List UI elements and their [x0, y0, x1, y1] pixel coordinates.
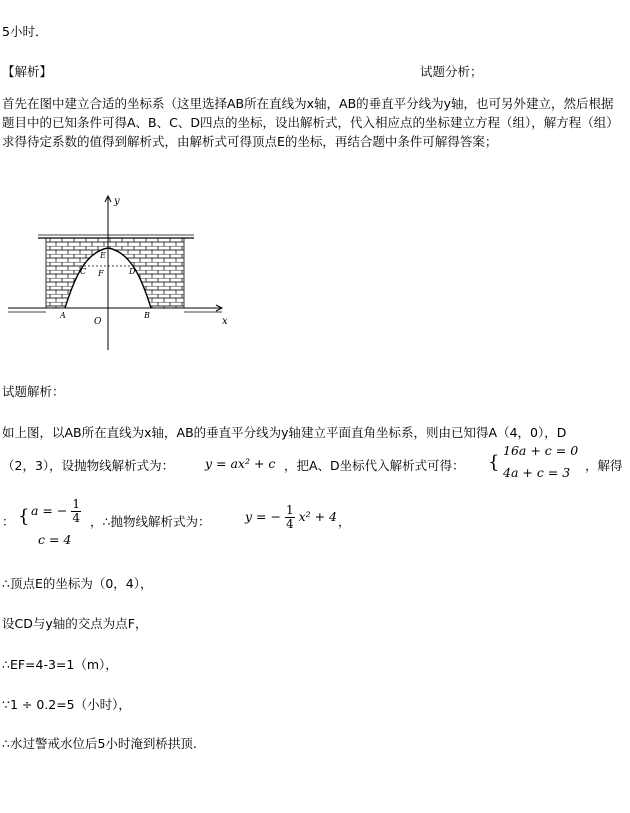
solution-line-2: （2，3），设抛物线解析式为：	[2, 458, 175, 473]
section-header-jiexi: 【解析】	[2, 64, 53, 79]
label-point-b: B	[144, 311, 150, 320]
system-brace-2: {	[18, 506, 30, 527]
solution-line-time: ∵1 ÷ 0.2=5（小时），	[2, 697, 131, 712]
label-x-axis: x	[222, 316, 228, 327]
system-eq-2: 4a + c = 3	[503, 465, 571, 480]
fraction-final-numerator: 1	[285, 503, 294, 517]
label-y-axis: y	[114, 196, 120, 207]
equation-final-lhs: y = −	[245, 509, 281, 524]
label-point-d: D	[129, 267, 136, 276]
solution-line-1: 如上图，以AB所在直线为x轴，AB的垂直平分线为y轴建立平面直角坐标系，则由已知得A（4，0），D	[2, 425, 567, 440]
solution-line-vertex: ∴顶点E的坐标为（0，4），	[2, 576, 153, 591]
label-origin-o: O	[94, 317, 102, 327]
brick-wall	[46, 238, 184, 308]
solution-line-2-solve: ，解得	[585, 458, 623, 473]
text-line-5-hours: 5小时．	[2, 24, 48, 39]
solution-line-2-substitute: ，把A、D坐标代入解析式可得：	[284, 458, 465, 473]
colon-mark: ：	[2, 514, 15, 529]
fraction-final-denominator: 4	[285, 517, 294, 531]
solution-c: c = 4	[38, 532, 72, 547]
solution-a-row	[31, 498, 81, 525]
section-header-analysis: 试题分析；	[420, 64, 483, 79]
label-point-e: E	[100, 251, 106, 260]
analysis-paragraph: 首先在图中建立合适的坐标系（这里选择AB所在直线为x轴，AB的垂直平分线为y轴，也可另外建立，然后根据题目中的已知条件可得A、B、C、D四点的坐标，设出解析式，代入相应点的坐标建立方程（组），解方程（组）求得待定系数的值得到解析式，由解析式可得顶点E的坐标，再结合题中条件可解得答案；	[2, 96, 619, 149]
arch-bridge-figure	[8, 190, 240, 356]
fraction-numerator: 1	[72, 497, 80, 511]
fraction-final	[285, 504, 295, 531]
equation-general-form: y = ax² + c	[205, 456, 276, 471]
solution-line-intersection: 设CD与y轴的交点为点F，	[2, 616, 148, 631]
solution-line-3-end: ，	[338, 514, 351, 529]
system-eq-1: 16a + c = 0	[503, 443, 579, 458]
fraction-denominator: 4	[72, 511, 80, 525]
solution-line-conclusion: ∴水过警戒水位后5小时淹到桥拱顶.	[2, 736, 197, 751]
solution-title: 试题解析：	[2, 384, 65, 399]
solution-line-3: ，∴抛物线解析式为：	[90, 514, 211, 529]
label-point-c: C	[80, 267, 87, 276]
label-point-a: A	[60, 311, 66, 320]
equation-final-rhs: x² + 4	[298, 509, 338, 524]
solution-a-lhs: a = −	[31, 503, 68, 518]
system-brace-1: {	[488, 452, 500, 473]
solution-line-ef: ∴EF=4-3=1（m），	[2, 657, 118, 672]
equation-final	[245, 504, 337, 531]
label-point-f: F	[98, 269, 104, 278]
fraction-one-quarter	[71, 498, 81, 525]
